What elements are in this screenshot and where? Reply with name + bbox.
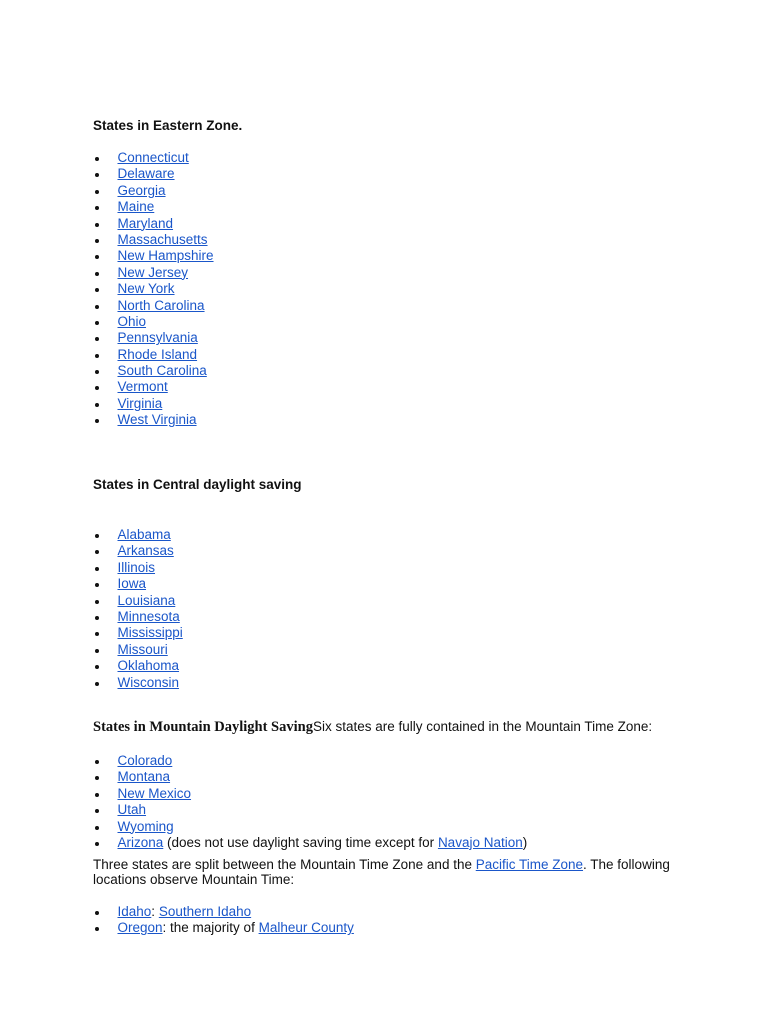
list-item bbox=[93, 216, 214, 232]
central-states-list bbox=[93, 527, 183, 691]
list-item bbox=[93, 265, 214, 281]
split-paragraph-before: Three states are split between the Mountain Time Zone and the bbox=[93, 857, 476, 872]
state-link-montana[interactable]: Montana bbox=[117, 769, 171, 785]
list-item bbox=[93, 281, 214, 297]
state-link-idaho[interactable]: Idaho bbox=[117, 904, 152, 919]
mountain-intro-text: Six states are fully contained in the Mountain Time Zone: bbox=[312, 719, 653, 734]
state-link-mississippi[interactable]: Mississippi bbox=[117, 625, 183, 641]
list-item bbox=[93, 183, 214, 199]
state-link-rhode-island[interactable]: Rhode Island bbox=[117, 346, 198, 362]
list-item bbox=[93, 753, 527, 769]
state-link-louisiana[interactable]: Louisiana bbox=[117, 592, 176, 608]
list-item bbox=[93, 150, 214, 166]
list-item bbox=[93, 835, 527, 851]
mountain-heading-text: States in Mountain Daylight Saving bbox=[93, 719, 313, 735]
state-link-oregon[interactable]: Oregon bbox=[117, 920, 163, 936]
oregon-separator: : the majority of bbox=[162, 920, 259, 936]
mountain-states-list bbox=[93, 753, 527, 851]
navajo-nation-link[interactable]: Navajo Nation bbox=[437, 834, 523, 850]
state-link-north-carolina[interactable]: North Carolina bbox=[117, 297, 205, 313]
arizona-note-close: ) bbox=[522, 834, 528, 850]
list-item bbox=[93, 543, 183, 559]
list-item bbox=[93, 248, 214, 264]
state-link-arkansas[interactable]: Arkansas bbox=[117, 543, 174, 559]
state-link-south-carolina[interactable]: South Carolina bbox=[117, 363, 207, 379]
list-item bbox=[93, 904, 354, 920]
state-link-colorado[interactable]: Colorado bbox=[117, 753, 173, 768]
list-item bbox=[93, 363, 214, 379]
eastern-zone-heading: States in Eastern Zone. bbox=[93, 118, 243, 133]
eastern-states-list bbox=[93, 150, 214, 429]
split-states-paragraph bbox=[93, 857, 693, 887]
state-link-delaware[interactable]: Delaware bbox=[117, 166, 175, 182]
list-item bbox=[93, 314, 214, 330]
list-item bbox=[93, 232, 214, 248]
state-link-virginia[interactable]: Virginia bbox=[117, 395, 163, 411]
arizona-note: (does not use daylight saving time except for bbox=[163, 834, 438, 850]
state-link-georgia[interactable]: Georgia bbox=[117, 182, 166, 198]
state-link-wisconsin[interactable]: Wisconsin bbox=[117, 674, 180, 690]
list-item bbox=[93, 527, 183, 543]
list-item bbox=[93, 786, 527, 802]
list-item bbox=[93, 658, 183, 674]
list-item bbox=[93, 298, 214, 314]
state-link-oklahoma[interactable]: Oklahoma bbox=[117, 658, 180, 674]
pacific-time-zone-link[interactable]: Pacific Time Zone bbox=[475, 857, 584, 872]
list-item bbox=[93, 802, 527, 818]
list-item bbox=[93, 330, 214, 346]
list-item bbox=[93, 920, 354, 936]
list-item bbox=[93, 609, 183, 625]
state-link-alabama[interactable]: Alabama bbox=[117, 527, 171, 542]
state-link-maine[interactable]: Maine bbox=[117, 199, 155, 215]
state-link-utah[interactable]: Utah bbox=[117, 802, 147, 818]
list-item bbox=[93, 347, 214, 363]
list-item bbox=[93, 199, 214, 215]
state-link-new-hampshire[interactable]: New Hampshire bbox=[117, 248, 214, 264]
list-item bbox=[93, 769, 527, 785]
state-link-west-virginia[interactable]: West Virginia bbox=[117, 412, 197, 428]
split-paragraph-after: . The following locations observe Mountain Time: bbox=[93, 857, 670, 887]
mountain-zone-heading bbox=[93, 719, 652, 736]
central-zone-heading: States in Central daylight saving bbox=[93, 477, 302, 492]
state-link-new-mexico[interactable]: New Mexico bbox=[117, 785, 192, 801]
state-link-wyoming[interactable]: Wyoming bbox=[117, 818, 174, 834]
southern-idaho-link[interactable]: Southern Idaho bbox=[158, 904, 252, 919]
list-item bbox=[93, 642, 183, 658]
list-item bbox=[93, 379, 214, 395]
list-item bbox=[93, 593, 183, 609]
list-item bbox=[93, 819, 527, 835]
state-link-new-jersey[interactable]: New Jersey bbox=[117, 264, 189, 280]
state-link-vermont[interactable]: Vermont bbox=[117, 379, 168, 395]
state-link-massachusetts[interactable]: Massachusetts bbox=[117, 231, 208, 247]
state-link-connecticut[interactable]: Connecticut bbox=[117, 150, 189, 165]
list-item bbox=[93, 166, 214, 182]
list-item bbox=[93, 675, 183, 691]
idaho-separator: : bbox=[151, 904, 159, 919]
state-link-new-york[interactable]: New York bbox=[117, 281, 175, 297]
list-item bbox=[93, 396, 214, 412]
state-link-ohio[interactable]: Ohio bbox=[117, 313, 147, 329]
state-link-missouri[interactable]: Missouri bbox=[117, 641, 168, 657]
state-link-maryland[interactable]: Maryland bbox=[117, 215, 174, 231]
state-link-illinois[interactable]: Illinois bbox=[117, 559, 156, 575]
list-item bbox=[93, 625, 183, 641]
list-item bbox=[93, 412, 214, 428]
state-link-arizona[interactable]: Arizona bbox=[117, 834, 164, 850]
state-link-iowa[interactable]: Iowa bbox=[117, 576, 147, 592]
state-link-minnesota[interactable]: Minnesota bbox=[117, 608, 180, 624]
malheur-county-link[interactable]: Malheur County bbox=[258, 920, 354, 936]
split-states-list bbox=[93, 904, 354, 937]
state-link-pennsylvania[interactable]: Pennsylvania bbox=[117, 330, 198, 346]
list-item bbox=[93, 560, 183, 576]
list-item bbox=[93, 576, 183, 592]
